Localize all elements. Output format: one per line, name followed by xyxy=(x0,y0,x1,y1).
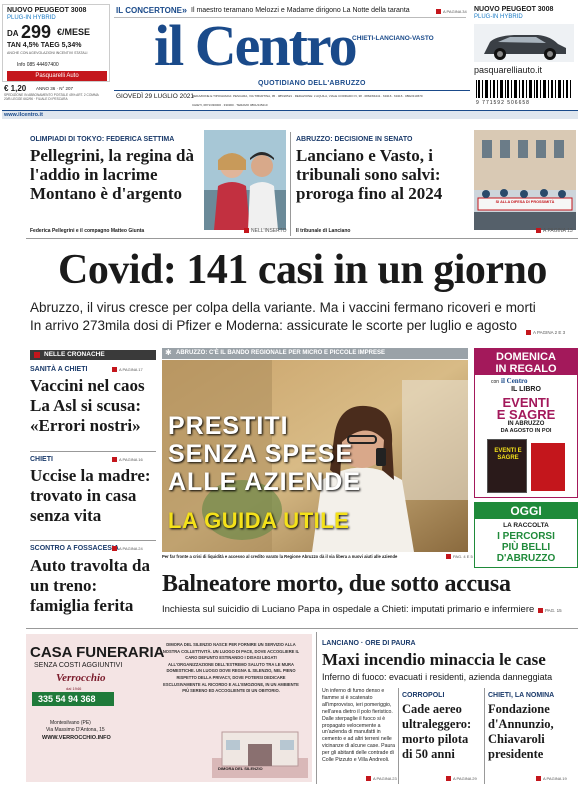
ad-info: Info 085 44497400 xyxy=(17,62,59,68)
issue-number: ANNO 36 · N° 207 xyxy=(36,86,74,91)
domenica-e-sagre: E SAGRE xyxy=(496,407,556,422)
prestiti-photo[interactable] xyxy=(162,360,468,552)
domenica-line1: DOMENICA xyxy=(496,351,556,363)
main-page: A PAGINA 2 E 3 xyxy=(526,330,565,335)
balneatore-page: PAG. 15 xyxy=(538,608,562,613)
divider-above-bottom xyxy=(26,628,578,629)
chieti-headline[interactable]: Fondazione d'Annunzio, Chiavaroli presidente xyxy=(488,702,554,761)
corropoli-kicker: CORROPOLI xyxy=(402,692,445,699)
masthead-editions: CHIETI-LANCIANO-VASTO xyxy=(352,35,434,42)
divider-chieti xyxy=(484,688,485,784)
courthouse-photo-icon xyxy=(474,130,576,230)
ad-per-month: €/MESE xyxy=(57,27,91,37)
domenica-box[interactable] xyxy=(474,348,578,498)
barcode-icon xyxy=(474,80,574,102)
cronaca2-kicker: CHIETI xyxy=(30,456,53,463)
masthead-logo[interactable]: il Centro xyxy=(154,13,356,78)
barcode-number: 9 771592 506658 xyxy=(476,100,530,106)
olimpiadi-caption: Federica Pellegrini e il compagno Matteo Giunta xyxy=(30,228,145,234)
prestiti-line3: ALLE AZIENDE xyxy=(168,468,362,496)
domenica-period: DA AGOSTO IN POI xyxy=(500,428,552,434)
oggi-percorsi2: PIÙ BELLI xyxy=(501,542,551,553)
prestiti-page: PAG. 4 E 5 xyxy=(446,554,473,559)
divider-cronaca-1 xyxy=(30,451,156,452)
tribunali-caption: Il tribunale di Lanciano xyxy=(296,228,351,234)
ad-funeraria[interactable] xyxy=(26,634,312,782)
website-link[interactable]: www.ilcentro.it xyxy=(4,112,43,118)
funeraria-dimora: DIMORA DEL SILENZIO xyxy=(218,766,263,771)
incendio-kicker: LANCIANO · ORE DI PAURA xyxy=(322,640,416,647)
cronaca1-kicker: SANITÀ A CHIETI xyxy=(30,366,88,373)
tribunali-photo xyxy=(474,130,576,230)
corropoli-page: A PAGINA 29 xyxy=(446,776,477,781)
balneatore-sub: Inchiesta sul suicidio di Luciano Papa in ospedale a Chieti: imputati primario e infermiere xyxy=(162,604,535,615)
cronache-square-icon xyxy=(34,352,40,358)
divider-cronaca-2 xyxy=(30,540,156,541)
ad-right-model-line1: NUOVO PEUGEOT 3008 xyxy=(474,6,554,13)
ad-fine: ANCHE CON AGEVOLAZIONI INCENTIVI STATALI xyxy=(7,51,88,55)
prestiti-caption: Per far fronte a crisi di liquidità e accesso al credito varato la Regione Abruzzo dà il via libera a nuovi aiuti alle aziende xyxy=(162,554,398,559)
ad-da: DA xyxy=(7,29,19,38)
domenica-line2: IN REGALO xyxy=(495,363,557,375)
funeraria-town: Montesilvano (PE) xyxy=(50,720,91,726)
funeraria-street: Via Massimo D'Antona, 15 xyxy=(46,727,105,733)
cronaca1-headline[interactable]: Vaccini nel caos La Asl si scusa: «Errori nostri» xyxy=(30,376,145,435)
main-headline[interactable]: Covid: 141 casi in un giorno xyxy=(58,247,547,293)
funeraria-phone[interactable]: 335 54 94 368 xyxy=(38,694,96,704)
divider-bottom-mid xyxy=(316,632,317,784)
olimpiadi-page: NELL'INSERTO xyxy=(244,228,287,234)
issue-price: € 1,20 xyxy=(4,84,27,93)
funeraria-title: CASA FUNERARIA xyxy=(30,644,165,661)
cronaca1-page: A PAGINA 17 xyxy=(112,367,143,372)
domenica-eventi: EVENTI xyxy=(502,395,550,410)
ad-price: 299 xyxy=(21,22,52,42)
website-bar[interactable] xyxy=(2,110,578,119)
ad-peugeot-right[interactable] xyxy=(470,4,578,78)
ad-right-model-line2: PLUG-IN HYBRID xyxy=(474,14,523,20)
masthead-address1: REDAZIONE E TIPOGRAFIA: PESCARA, VIA TIBURTINA, 95 · 085/20521 · REDAZIONE: L'AQUILA, VIALE CORRADO IV, 38 · 0862/84441 · 63416 · 63416 · 0862/410670 xyxy=(192,94,423,98)
funeraria-subtitle: SENZA COSTI AGGIUNTIVI xyxy=(34,662,123,669)
domenica-con: con xyxy=(491,379,500,385)
ad-dealer: Pasquarelli Auto xyxy=(7,71,107,81)
cronaca2-page: A PAGINA 16 xyxy=(112,457,143,462)
cronaca3-kicker: SCONTRO A FOSSACESIA xyxy=(30,545,119,552)
oggi-raccolta: LA RACCOLTA xyxy=(503,522,549,529)
funeraria-web[interactable]: WWW.VERROCCHIO.INFO xyxy=(42,735,111,741)
olimpiadi-photo xyxy=(204,130,286,230)
ad-model-line2: PLUG-IN HYBRID xyxy=(7,15,56,21)
prestiti-kicker-bar xyxy=(162,348,468,359)
tribunali-headline[interactable]: Lanciano e Vasto, i tribunali sono salvi: proroga fino al 2024 xyxy=(296,146,443,203)
banner-page: A PAGINA 34 xyxy=(436,9,467,14)
masthead-divider xyxy=(114,90,470,91)
cronaca3-headline[interactable]: Auto travolta da un treno: famiglia ferita xyxy=(30,556,150,615)
issue-price-box xyxy=(2,84,110,106)
car-illustration-icon xyxy=(474,24,574,62)
oggi-percorsi3: D'ABRUZZO xyxy=(496,553,556,564)
ad-peugeot-left[interactable] xyxy=(2,4,110,82)
domenica-brand: il Centro xyxy=(501,377,528,385)
balneatore-headline[interactable]: Balneatore morto, due sotto accusa xyxy=(162,571,511,597)
masthead-address2: CHIETI, 0871/330000 · 330300 · TERAMO 0861/245210 xyxy=(192,103,268,107)
banner-text: Il maestro teramano Melozzi e Madame dirigono La Notte della taranta xyxy=(191,7,410,14)
cronache-label-bar xyxy=(30,350,156,360)
chieti-page: A PAGINA 19 xyxy=(536,776,567,781)
cronache-label: NELLE CRONACHE xyxy=(44,351,105,358)
tribunali-banner: SI ALLA DIFESA DI PROSSIMITÀ xyxy=(495,200,555,204)
masthead-subtitle: QUOTIDIANO DELL'ABRUZZO xyxy=(258,80,366,87)
domenica-book-cover xyxy=(487,439,527,493)
prestiti-line2: SENZA SPESE xyxy=(168,440,354,468)
main-sub1: Abruzzo, il virus cresce per colpa della variante. Ma i vaccini fermano ricoveri e morti xyxy=(30,300,536,315)
ad-model-line1: NUOVO PEUGEOT 3008 xyxy=(7,7,87,14)
divider-above-main xyxy=(26,238,578,239)
banner-label: IL CONCERTONE xyxy=(116,6,182,15)
prestiti-star-icon: ✱ xyxy=(165,348,172,357)
incendio-body: Un inferno di fumo denso e fiamme si è scatenato all'improvviso, ieri pomeriggio, nell'area dietro il polo fieristico. Dalle sterpaglie il fuoco si è propagato velocemente a un'azienda di manufatti in cemento e ad altri terreni nelle vicinanze di alcune case. Paura per gli abitanti delle contrade di Colle Pizzuto e Villa Andreoli. xyxy=(322,688,395,764)
funeraria-body: DIMORA DEL SILENZIO NASCE PER FORNIRE UN SERVIZIO ALLA NOSTRA COLLETTIVITÀ. UN LUOGO DI PACE, DOVE ACCOGLIERE IL CARO DEFUNTO ESTINANDO I DISAGI LEGATI ALL'ORGANIZZAZIONE DELL'ESTREMO SALUTO TRA LE MURA DOMESTICHE. UN LUOGO DOVE REGNA IL SILENZIO, NEL PIENO RISPETTO DELLA PRIVACY, DOVE POTERSI DEDICARE ESCLUSIVAMENTE AL RICORDO E ALL'EMOZIONE, IN UN AMBIENTE PIÙ SERENO ED ACCOGLIENTE DI UN OBITORIO. xyxy=(162,642,300,694)
prestiti-guide: LA GUIDA UTILE xyxy=(168,508,350,533)
ad-right-url[interactable]: pasquarelliauto.it xyxy=(474,65,543,75)
oggi-percorsi1: I PERCORSI xyxy=(497,531,555,542)
divider-corropoli xyxy=(398,688,399,784)
divider-top-mid xyxy=(290,132,291,236)
incendio-sub: Inferno di fuoco: evacuati i residenti, azienda danneggiata xyxy=(322,672,553,682)
tribunali-kicker: ABRUZZO: DECISIONE IN SENATO xyxy=(296,136,413,143)
main-sub2: In arrivo 273mila dosi di Pfizer e Moderna: assicurate le scorte per luglio e agosto xyxy=(30,318,517,333)
chieti-kicker: CHIETI, LA NOMINA xyxy=(488,692,555,699)
domenica-header xyxy=(475,349,577,375)
ad-tan: TAN 4,5% TAEG 5,34% xyxy=(7,42,82,49)
funeraria-brand: Verrocchio xyxy=(56,672,106,684)
domenica-book-title: EVENTI E SAGRE xyxy=(494,448,522,461)
athletes-photo-icon xyxy=(204,130,286,230)
prestiti-kicker: ABRUZZO: C'È IL BANDO REGIONALE PER MICRO E PICCOLE IMPRESE xyxy=(176,350,385,356)
issue-fine-print: SPEDIZIONE IN ABBONAMENTO POSTALE 45% ART. 2 COMMA 20/B LEGGE 662/96 · FILIALE DI PESCARA xyxy=(4,93,99,101)
incendio-page: A PAGINA 23 xyxy=(366,776,397,781)
corropoli-headline[interactable]: Cade aereo ultraleggero: morto pilota di 50 anni xyxy=(402,702,472,761)
cronaca3-page: A PAGINA 24 xyxy=(112,546,143,551)
masthead-date: GIOVEDÌ 29 LUGLIO 2021 xyxy=(116,93,195,100)
domenica-il-libro: IL LIBRO xyxy=(511,386,541,393)
oggi-box[interactable] xyxy=(474,502,578,568)
cronaca2-headline[interactable]: Uccise la madre: trovato in casa senza vita xyxy=(30,466,151,525)
olimpiadi-kicker: OLIMPIADI DI TOKYO: FEDERICA SETTIMA xyxy=(30,136,175,143)
funeraria-since: dal 1946 xyxy=(66,686,82,691)
tribunali-page: A PAGINA 13 xyxy=(536,228,573,234)
funeraria-phone-box[interactable] xyxy=(32,692,114,706)
domenica-book-cover-2 xyxy=(531,443,565,491)
banner-arrows-icon: » xyxy=(182,5,188,15)
prestiti-line1: PRESTITI xyxy=(168,412,289,440)
domenica-in-abruzzo: IN ABRUZZO xyxy=(507,421,545,427)
oggi-header: OGGI xyxy=(475,503,577,519)
incendio-headline[interactable]: Maxi incendio minaccia le case xyxy=(322,650,546,669)
olimpiadi-headline[interactable]: Pellegrini, la regina dà l'addio in lacrime Montano è d'argento xyxy=(30,146,195,203)
